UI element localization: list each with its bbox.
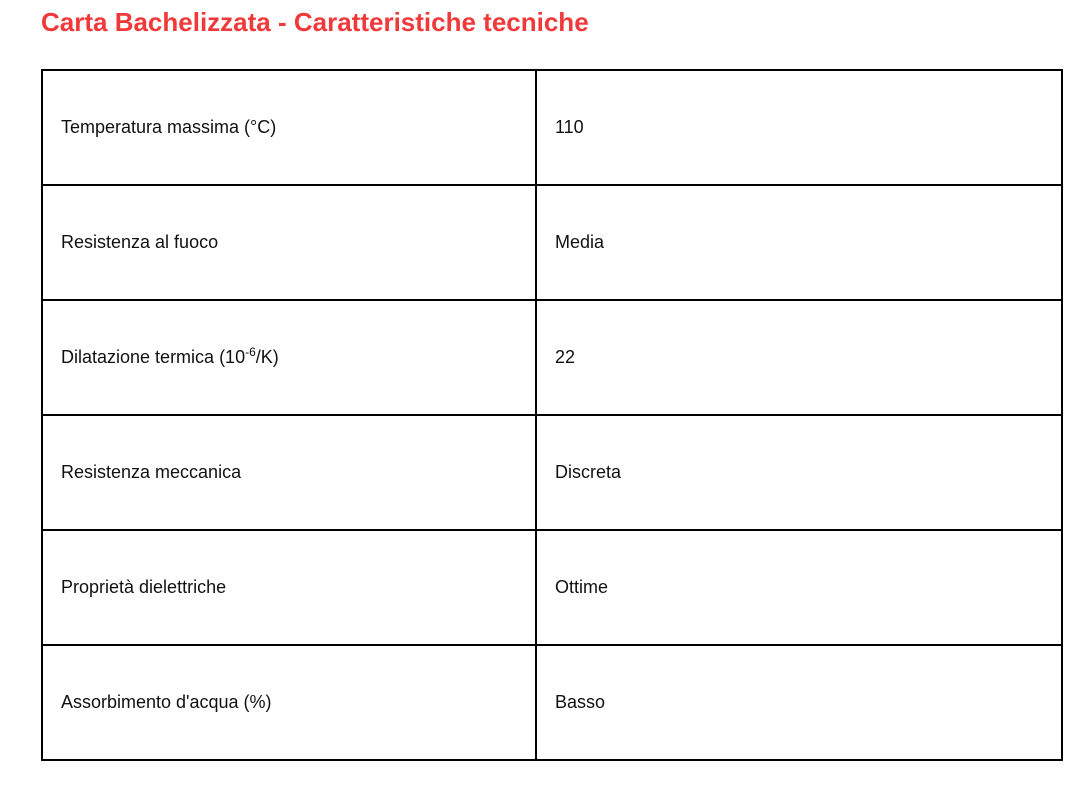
label-unit: /K) — [255, 347, 279, 367]
property-label: Temperatura massima (°C) — [42, 70, 536, 185]
table-row — [42, 185, 1062, 300]
label-text: Dilatazione termica (10 — [61, 347, 246, 367]
table-row — [42, 645, 1062, 760]
specs-table — [41, 69, 1063, 761]
table-row — [42, 300, 1062, 415]
property-label: Resistenza al fuoco — [42, 185, 536, 300]
property-label: Assorbimento d'acqua (%) — [42, 645, 536, 760]
property-value: Media — [536, 185, 1062, 300]
property-label — [42, 300, 536, 415]
property-value: Ottime — [536, 530, 1062, 645]
table-row — [42, 415, 1062, 530]
property-value: 22 — [536, 300, 1062, 415]
property-value: Discreta — [536, 415, 1062, 530]
exponent: -6 — [245, 345, 256, 359]
property-value: Basso — [536, 645, 1062, 760]
table-row — [42, 530, 1062, 645]
table-row — [42, 70, 1062, 185]
property-label: Resistenza meccanica — [42, 415, 536, 530]
page-title: Carta Bachelizzata - Caratteristiche tecniche — [41, 7, 589, 37]
property-label: Proprietà dielettriche — [42, 530, 536, 645]
property-value: 110 — [536, 70, 1062, 185]
